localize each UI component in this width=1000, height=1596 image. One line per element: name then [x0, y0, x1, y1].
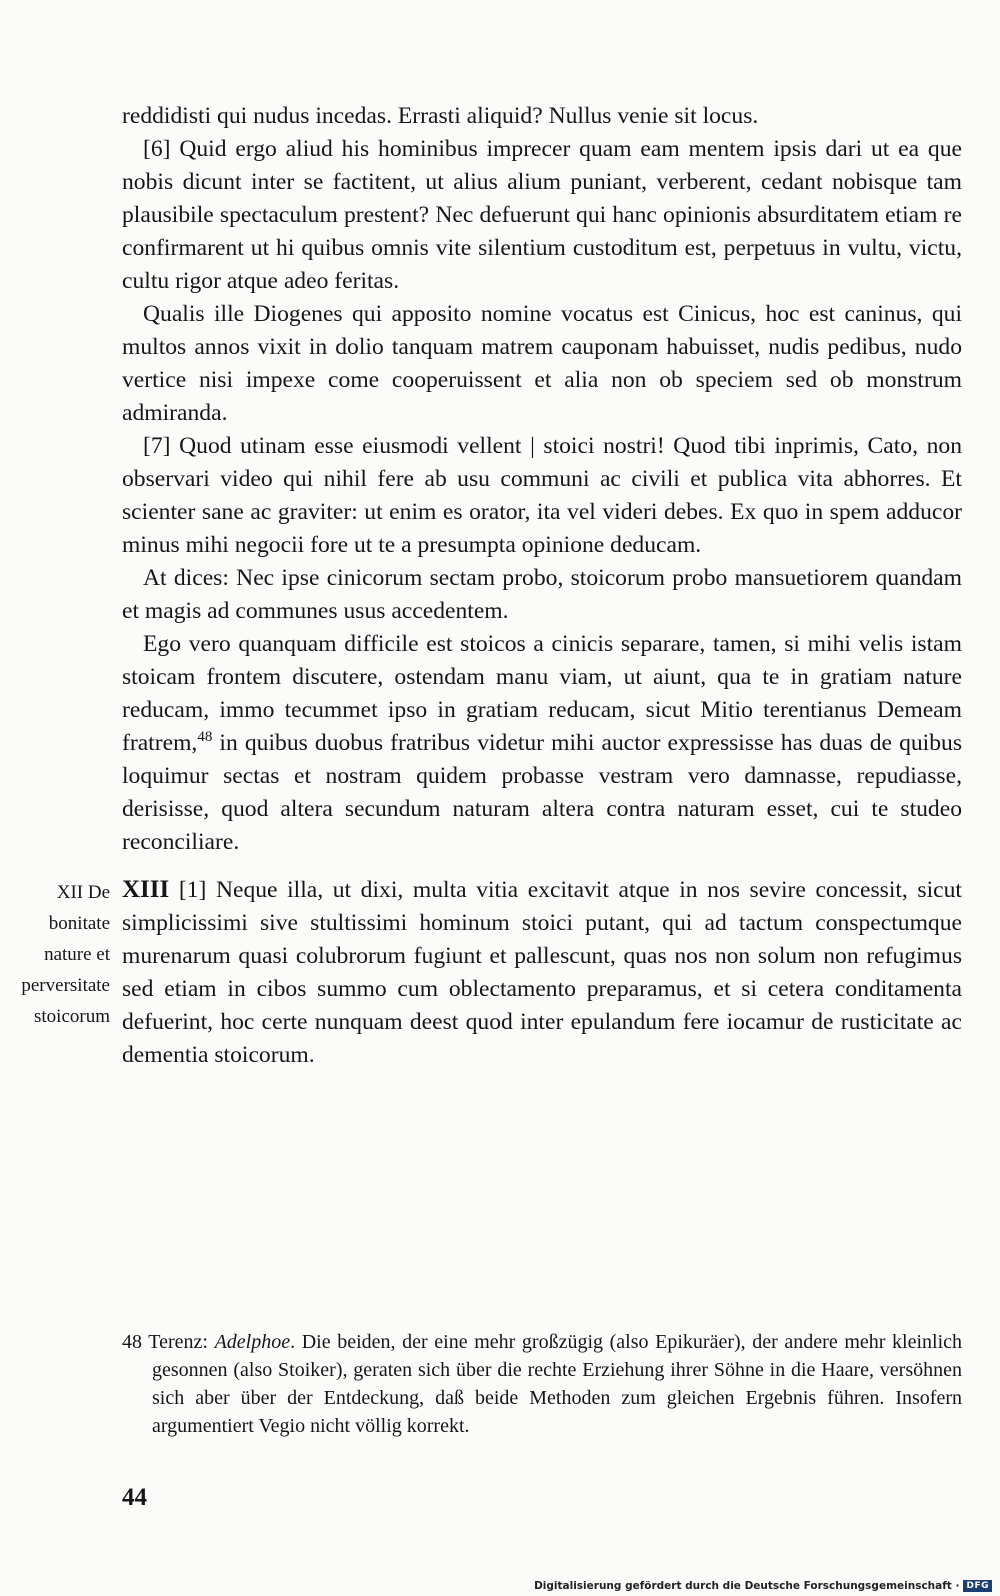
footnote-number: 48 — [122, 1331, 142, 1353]
page-number: 44 — [122, 1484, 147, 1511]
paragraph-section-7: [7] Quod utinam esse eiusmodi vellent | stoici nostri! Quod tibi inprimis, Cato, non observari video qui nihil fere ab usu communi ac civili et publica vita abhorres. Et scienter sane ac graviter: ut enim es orator, ita vel videri debes. Ex quo in spem adducor minus mihi negocii fore ut te a presumpta opinione deducam. — [122, 433, 962, 558]
chapter-text: [1] Neque illa, ut dixi, multa vitia excitavit atque in nos sevire concessit, sicut simplicissimi sive stultissimi hominum stoici putant, qui ad tactum conspectumque murenarum quasi colubrorum fugiunt et pallescunt, quas nos non solum non refugimus sed etiam in cibos summo cum oblectamento preparamus, et si cetera conditamenta defuerint, hoc certe nunquam deest quod inter epulandum fere iocamur de rusticitate ac dementia stoicorum. — [122, 877, 962, 1068]
chapter-number: XIII — [122, 876, 170, 903]
paragraph-ego-text: Ego vero quanquam difficile est stoicos a cinicis separare, tamen, si mihi velis istam stoicam frontem discutere, ostendam manu viam, ut aiunt, qua te in gratiam nature reducam, immo tecummet ipso in gratiam reducam, sicut Mitio terentianus Demeam fratrem, — [122, 631, 962, 756]
footnote-text: . Die beiden, der eine mehr großzügig (also Epikuräer), der andere mehr kleinlich gesonnen (also Stoiker), geraten sich über die rechte Erziehung ihrer Söhne in die Haare, versöhnen sich aber über der Entdeckung, daß beide Methoden zum gleichen Ergebnis führen. Insofern argumentiert Vegio nicht völlig korrekt. — [152, 1331, 963, 1437]
paragraph-section-6: [6] Quid ergo aliud his hominibus imprecer quam eam mentem ipsis dari ut ea que nobis dicunt inter se factitent, ut alius alium puniant, verberent, cedant nobisque tam plausibile spectaculum prestent? Nec defuerunt qui hanc opinionis absurditatem etiam re confirmarent ut hi quibus omnis vite silentium custoditum est, perpetuus in vultu, victu, cultu rigor atque adeo feritas. — [122, 136, 962, 294]
paragraph-diogenes: Qualis ille Diogenes qui apposito nomine vocatus est Cinicus, hoc est caninus, qui multos annos vixit in dolio tanquam matrem cauponam habuisset, nudis pedibus, nudo vertice nisi impexe come cooperuissent et alia non ob speciem sed ob monstrum admiranda. — [122, 301, 962, 426]
paragraph-at-dices: At dices: Nec ipse cinicorum sectam probo, stoicorum probo mansuetiorem quandam et magis ad communes usus accedentem. — [122, 565, 962, 624]
digitization-credit — [534, 1578, 992, 1594]
paragraph-continuation: reddidisti qui nudus incedas. Errasti aliquid? Nullus venie sit locus. — [122, 103, 759, 129]
footnote — [122, 1328, 962, 1440]
main-text — [21, 100, 962, 1072]
footnote-work-title: Adelphoe — [214, 1331, 291, 1353]
footnote-source-prefix: Terenz: — [148, 1331, 215, 1353]
credit-text: Digitalisierung gefördert durch die Deutsche Forschungsgemeinschaft · — [534, 1580, 960, 1592]
paragraph-ego-vero — [122, 628, 962, 859]
marginal-note: XII De bonitate nature et perversitate stoicorum — [21, 882, 110, 1027]
chapter-xiii — [21, 873, 962, 1072]
dfg-logo-icon: DFG — [963, 1580, 992, 1592]
paragraph-ego-text-continued: in quibus duobus fratribus videtur mihi auctor expressisse has duas de quibus loquimur sectas et nostram quidem probasse vestram vero damnasse, repudiasse, derisisse, quod altera secundum naturam altera contra naturam esset, cui te studeo reconciliare. — [122, 730, 962, 855]
chapter-paragraph — [122, 873, 962, 1072]
footnote-reference[interactable]: 48 — [197, 729, 213, 745]
